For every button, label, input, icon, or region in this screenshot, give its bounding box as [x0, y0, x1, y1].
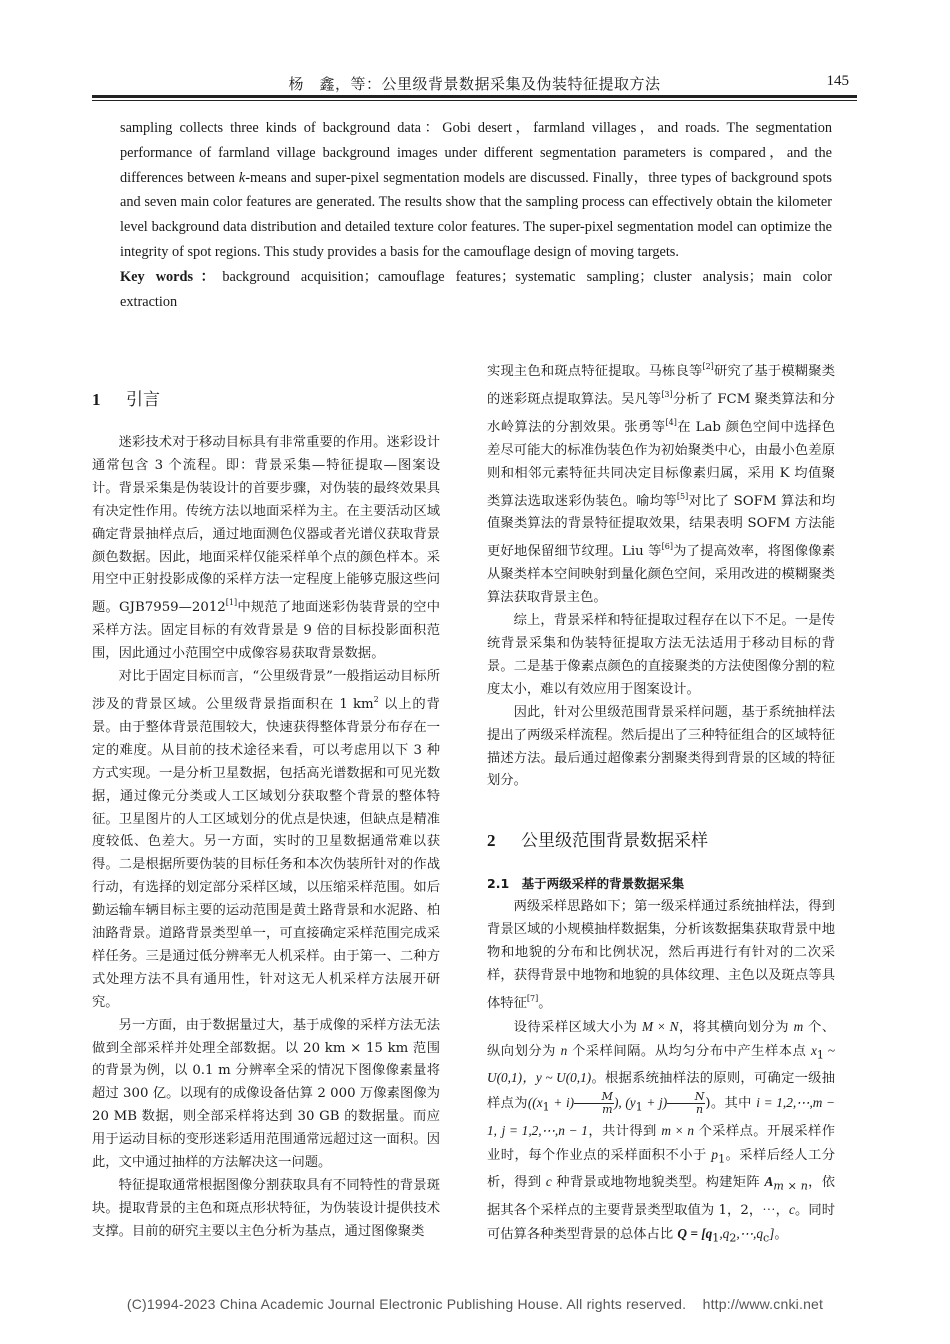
paragraph: 因此，针对公里级范围背景采样问题，基于系统抽样法提出了两级采样流程。然后提出了三种特征组合的区域特征描述方法。最后通过超像素分割聚类得到背景的区域的特征划分。: [487, 704, 835, 789]
abstract-text: sampling collects three kinds of background data：Gobi desert，farmland villages，and roads. The segmentation performance of farmland village background images under different segmentation parameters is compared，and the differences between k-means and super-pixel segmentation models are discussed. Finally，three types of background spots and seven main color features are generated. The results show that the sampling process can effectively obtain the kilometer level background data distribution and detailed texture color features. The super-pixel segmentation model can optimize the integrity of spot regions. This study provides a basis for the camouflage design of moving targets.: [120, 120, 832, 260]
header-rule-thick: [92, 95, 857, 98]
paragraph: 综上，背景采样和特征提取过程存在以下不足。一是传统背景采集和伪装特征提取方法无法适用于移动目标的背景。二是基于像素点颜色的直接聚类的方法使图像分割的粒度太小，难以有效应用于图案设计。: [487, 613, 835, 697]
citation[interactable]: [4]: [665, 417, 677, 427]
page-number: 145: [826, 73, 849, 89]
citation[interactable]: [3]: [661, 389, 673, 399]
paragraph-sampling-formula: 设待采样区域大小为 M × N，将其横向划分为 m 个、纵向划分为 n 个采样间隔。从均匀分布中产生样本点 $x_1$ ~ U(0,1)，y ~ U(0,1)。根据系统抽样法的原则，可确定一级抽样点为($(x_1 + i)$ $\frac{M}{m}$ ), $(y_1 + j)$ $\frac{N}{n}$ )。其中 i = 1,2,⋯,m − 1, j = 1,2,⋯,n − 1，共计得到 m × n 个采样点。开展采样作业时，每个作业点的采样面积不小于 $p_1$。采样后经人工分析，得到 c 种背景或地物地貌类型。构建矩阵 $A_{m \times n}$，依据其各个采样点的主要背景类型取值为 1，2，⋯，c。同时可估算各种类型背景的总体占比 $Q = [q_1,q_2,\cdots,q_c]$。: [487, 1018, 836, 1245]
left-column: [92, 360, 440, 1244]
running-title: 杨 鑫，等：公里级背景数据采集及伪装特征提取方法: [288, 75, 661, 93]
abstract: [120, 116, 832, 314]
paragraph: 另一方面，由于数据量过大，基于成像的采样方法无法做到全部采样并处理全部数据。以 20 km × 15 km 范围的背景为例，以 0.1 m 分辨率全采的情况下图像像素量将超过 300 亿。以现有的成像设备估算 2 000 万像素图像为 20 MB 数据，则全部采样将达到 30 GB 的数据量。而应用于运动目标的变形迷彩适用范围通常远超过这一面积。因此，文中通过抽样的方法解决这一问题。: [92, 1017, 440, 1171]
citation[interactable]: [5]: [676, 491, 689, 501]
section-1-heading: 1 引言: [92, 390, 160, 410]
paragraph: 迷彩技术对于移动目标具有非常重要的作用。迷彩设计通常包含 3 个流程。即：背景采集—特征提取—图案设计。背景采集是伪装设计的首要步骤，对伪装的最终效果具有决定性作用。传统方法以地面采样为主。在主要活动区域确定背景抽样点后，通过地面测色仪器或者光谱仪获取背景颜色数据。因此，地面采样仅能采样单个点的颜色样本。采用空中正射投影成像的采样方法一定程度上能够克服这些问题。GJB7959—2012[1]中规范了地面迷彩伪装背景的空中采样方法。固定目标的有效背景是 9 倍的目标投影面积范围，因此通过小范围空中成像容易获取背景数据。: [92, 435, 441, 662]
section-2-heading: 2 公里级范围背景数据采样: [487, 831, 708, 852]
keywords-label: Key words：: [120, 268, 223, 285]
copyright-footer: (C)1994-2023 China Academic Journal Electronic Publishing House. All rights reserved. http://www.cnki.net: [126, 1296, 824, 1312]
keywords: Key words：background acquisition；camouflage features；systematic sampling；cluster analysis；main color extraction: [120, 268, 832, 310]
citation[interactable]: [1]: [225, 598, 238, 608]
citation[interactable]: [2]: [702, 362, 714, 371]
paragraph: 两级采样思路如下；第一级采样通过系统抽样法，得到背景区域的小规模抽样数据集，分析该数据集获取背景中地物和地貌的分布和比例状况，然后再进行有针对的二次采样，获得背景中地物和地貌的具体纹理、主色以及斑点等具体特征[7]。: [487, 899, 835, 1011]
fraction-M-over-m: $\frac{M}{m}$: [574, 1091, 614, 1116]
paragraph: 实现主色和斑点特征提取。马栋良等[2]研究了基于模糊聚类的迷彩斑点提取算法。吴凡等[3]分析了 FCM 聚类算法和分水岭算法的分割效果。张勇等[4]在 Lab 颜色空间中选择色差尽可能大的标准伪装色作为初始聚类中心，由最小色差原则和相邻元素特征共同决定目标像素归属，采用 K 均值聚类算法选取迷彩伪装色。喻均等[5]对比了 SOFM 算法和均值聚类算法的背景特征提取效果，结果表明 SOFM 方法能更好地保留细节纹理。Liu 等[6]为了提高效率，将图像像素从聚类样本空间映射到量化颜色空间，采用改进的模糊聚类算法获取背景主色。: [487, 362, 836, 606]
citation[interactable]: [6]: [661, 542, 673, 552]
paragraph: 对比于固定目标而言，“公里级背景”一般指运动目标所涉及的背景区域。公里级背景指面积在 1 $km^2$ 以上的背景。由于整体背景范围较大，快速获得整体背景分布存在一定的难度。从目前的技术途径来看，可以考虑用以下 3 种方式实现。一是分析卫星数据，包括高光谱数据和可见光数据，通过像元分类或人工区域划分获取整个背景的整体特征。卫星图片的人工区域划分的优点是快速，但缺点是精准度较低、色差大。另一方面，实时的卫星数据通常难以获得。二是根据所要伪装的目标任务和本次伪装所针对的作战行动，有选择的划定部分采样区域，以压缩采样范围。如后勤运输车辆目标主要的运动范围是黄土路背景和水泥路、柏油路背景。道路背景类型单一，可直接确定采样范围完成采样任务。三是通过低分辨率无人机采样。由于第一、二种方式处理方法不具有通用性，针对这无人机采样方法展开研究。: [92, 669, 440, 1010]
subsection-2-1-heading: 2.1 基于两级采样的背景数据采集: [487, 876, 685, 892]
paragraph: 特征提取通常根据图像分割获取具有不同特性的背景斑块。提取背景的主色和斑点形状特征，为伪装设计提供技术支撑。目前的研究主要以主色分析为基点，通过图像聚类: [92, 1178, 440, 1239]
citation[interactable]: [7]: [526, 993, 539, 1003]
right-column: [487, 356, 835, 1250]
header-rule-thin: [92, 100, 857, 101]
fraction-N-over-n: $\frac{N}{n}$: [667, 1091, 705, 1116]
